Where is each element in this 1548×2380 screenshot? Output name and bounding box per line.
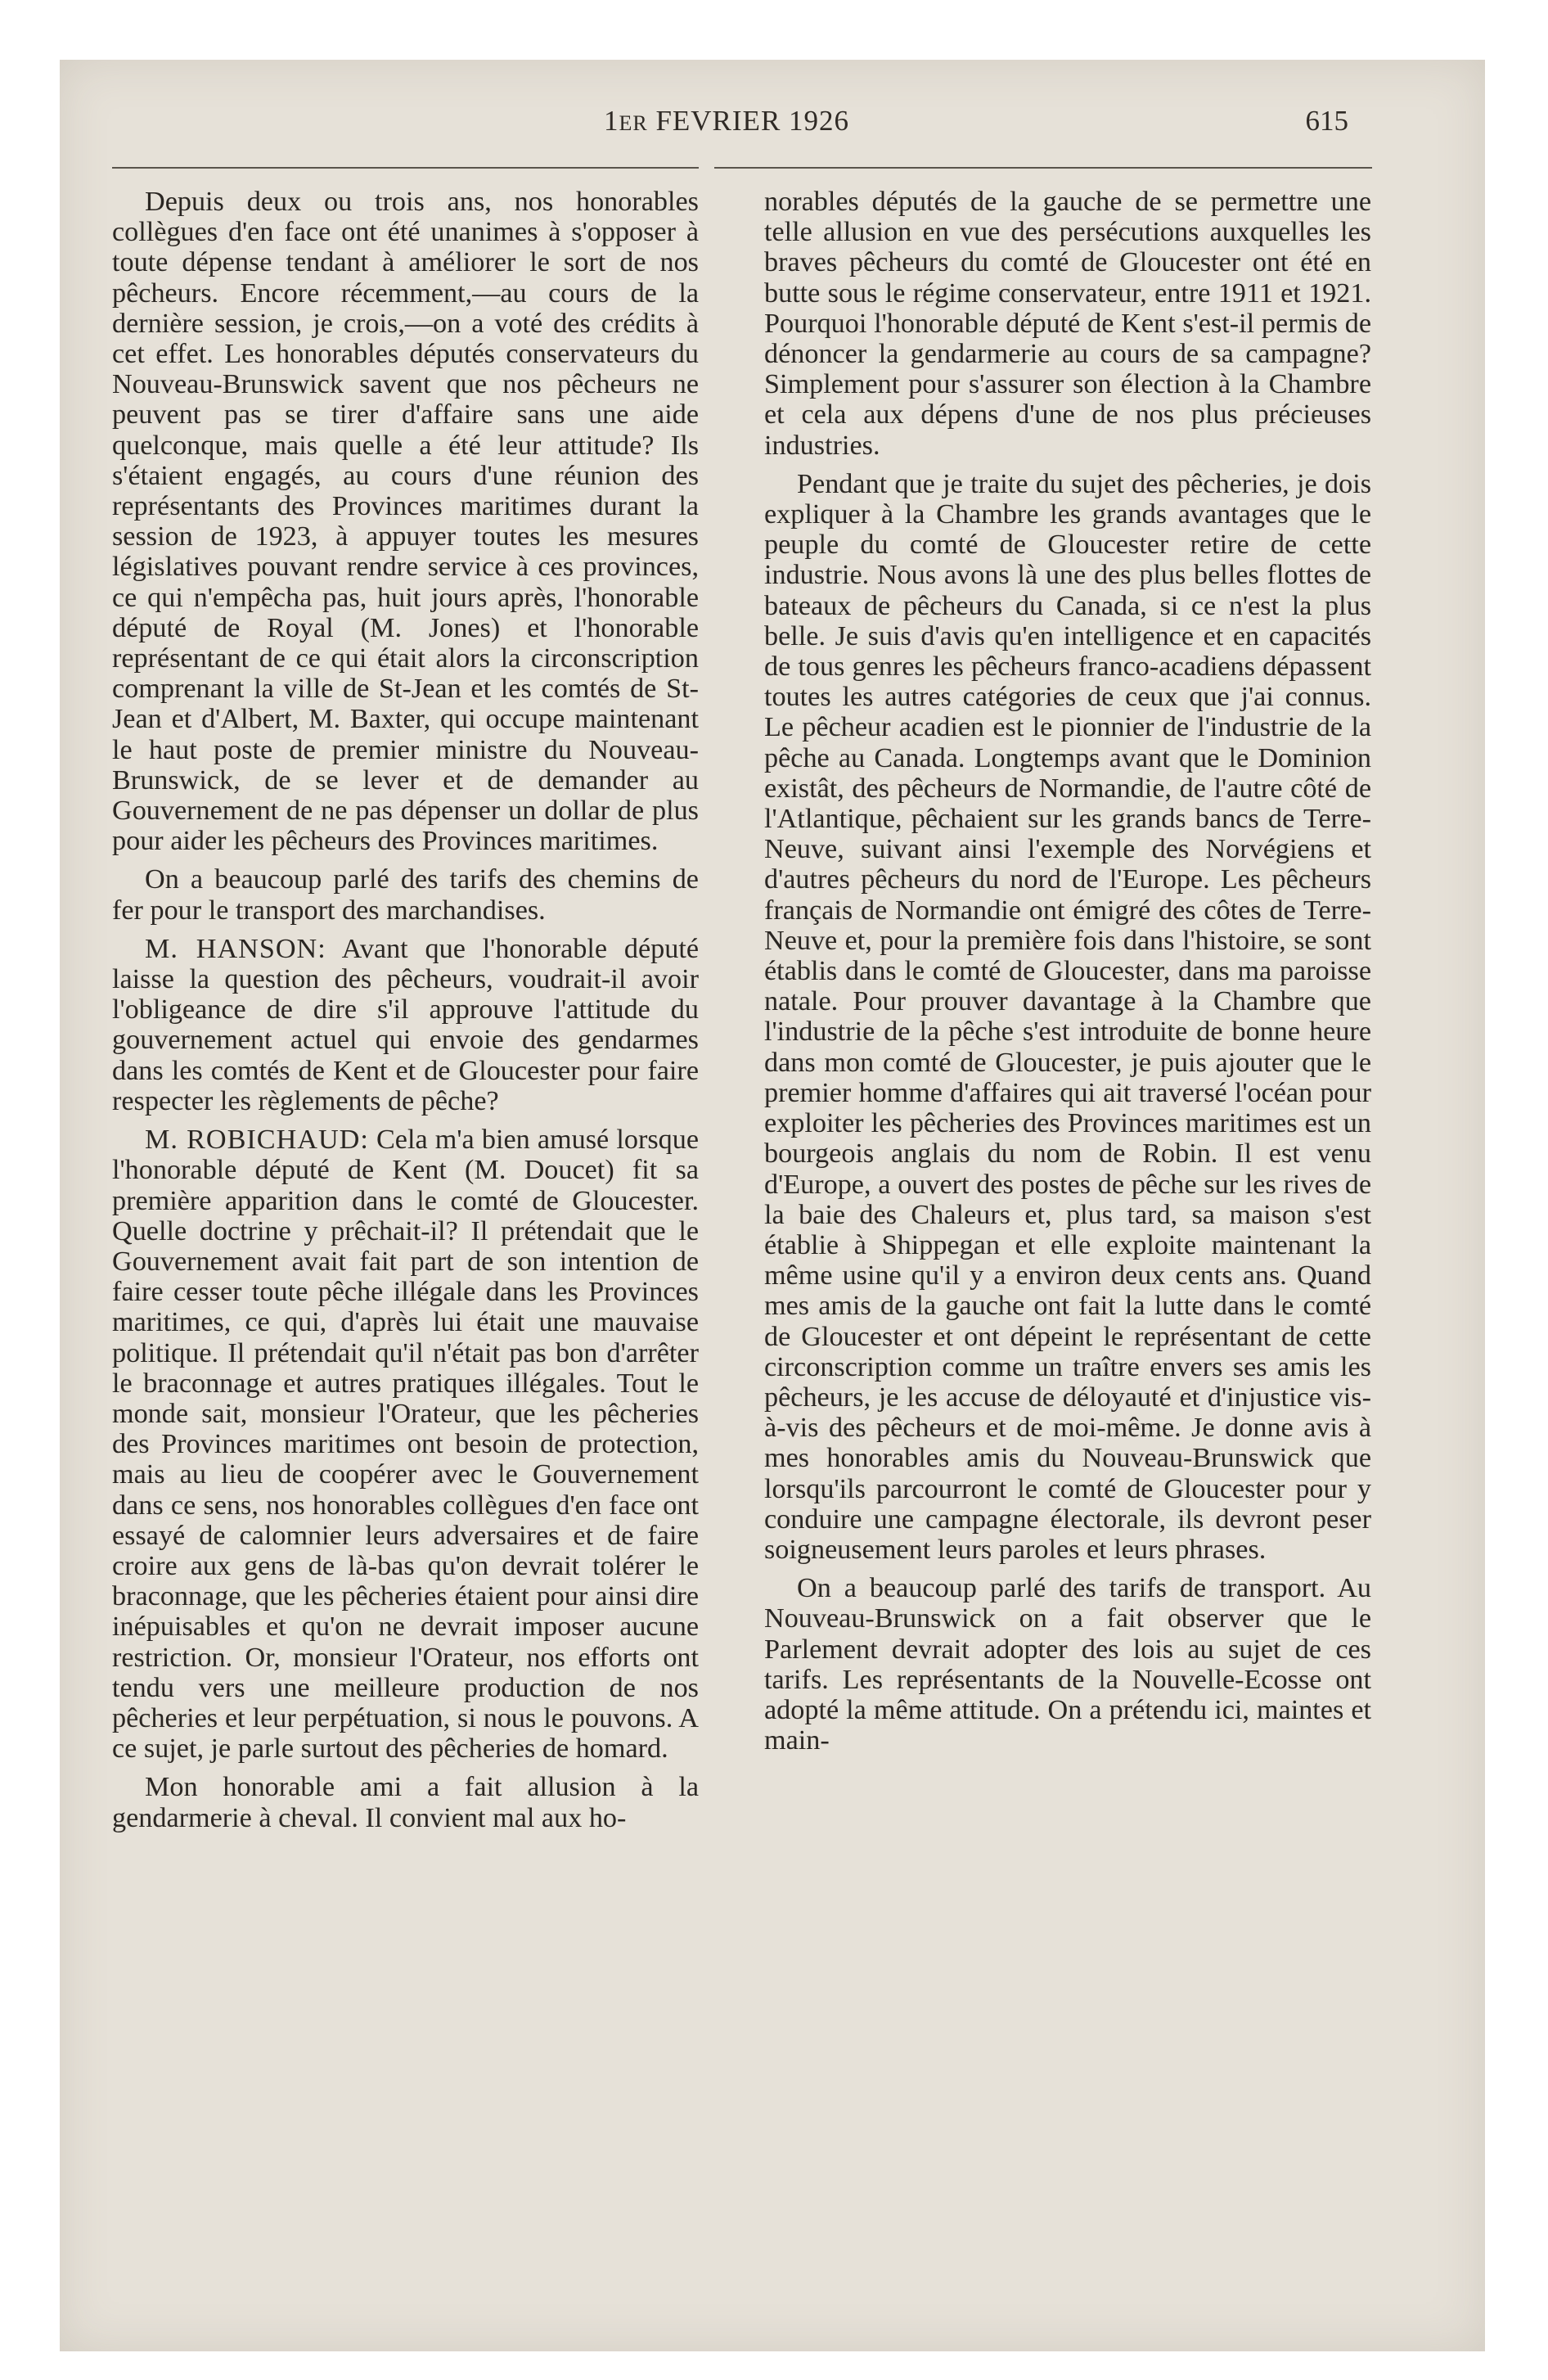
page-header — [105, 97, 1348, 146]
header-rule-left — [112, 167, 699, 169]
header-date — [105, 105, 1348, 137]
left-paragraph-1: Depuis deux ou trois ans, nos honorables collègues d'en face ont été unanimes à s'opposer à toute dépense tendant à améliorer le sort de nos pêcheurs. Encore récemment,—au cours de la dernière session, je crois,—on a voté des crédits à cet effet. Les honorables députés conservateurs du Nouveau-Brunswick savent que nos pêcheurs ne peuvent pas se tirer d'affaire sans une aide quelconque, mais quelle a été leur attitude? Ils s'étaient engagés, au cours d'une réunion des représentants des Provinces maritimes durant la session de 1923, à appuyer toutes les mesures législatives pouvant rendre service à ces provinces, ce qui n'empêcha pas, huit jours après, l'honorable député de Royal (M. Jones) et l'honorable représentant de ce qui était alors la circonscription comprenant la ville de St-Jean et les comtés de St-Jean et d'Albert, M. Baxter, qui occupe maintenant le haut poste de premier ministre du Nouveau-Brunswick, de se lever et de demander au Gouvernement de ne pas dépenser un dollar de plus pour aider les pêcheurs des Provinces maritimes. — [112, 187, 699, 857]
left-column — [112, 187, 699, 1841]
left-paragraph-4 — [112, 1125, 699, 1764]
left-paragraph-2: On a beaucoup parlé des tarifs des chemins de fer pour le transport des marchandises. — [112, 864, 699, 926]
speaker-hanson: M. HANSON: — [145, 933, 326, 964]
hanson-text: Avant que l'honorable député laisse la question des pêcheurs, voudrait-il avoir l'obligeance de dire s'il approuve l'attitude du gouvernement actuel qui envoie des gendarmes dans les comtés de Kent et de Gloucester pour faire respecter les règlements de pêche? — [112, 933, 699, 1116]
right-paragraph-1: norables députés de la gauche de se permettre une telle allusion en vue des persécutions auxquelles les braves pêcheurs du comté de Gloucester ont été en butte sous le régime conservateur, entre 1911 et 1921. Pourquoi l'honorable député de Kent s'est-il permis de dénoncer la gendarmerie au cours de sa campagne? Simplement pour s'assurer son élection à la Chambre et cela aux dépens d'une de nos plus précieuses industries. — [764, 187, 1371, 461]
header-date-day: 1 — [603, 105, 619, 137]
page-number: 615 — [1305, 105, 1348, 137]
header-date-rest: FEVRIER 1926 — [647, 105, 850, 137]
left-paragraph-5: Mon honorable ami a fait allusion à la gendarmerie à cheval. Il convient mal aux ho- — [112, 1772, 699, 1833]
header-date-suffix: ER — [619, 111, 648, 135]
right-paragraph-3: On a beaucoup parlé des tarifs de transport. Au Nouveau-Brunswick on a fait observer que le Parlement devrait adopter des lois au sujet de ces tarifs. Les représentants de la Nouvelle-Ecosse ont adopté la même attitude. On a prétendu ici, maintes et main- — [764, 1573, 1371, 1756]
robichaud-text: Cela m'a bien amusé lorsque l'honorable député de Kent (M. Doucet) fit sa première apparition dans le comté de Gloucester. Quelle doctrine y prêchait-il? Il prétendait que le Gouvernement avait fait part de son intention de faire cesser toute pêche illégale dans les Provinces maritimes, ce qui, d'après lui était une mauvaise politique. Il prétendait qu'il n'était pas bon d'arrêter le braconnage et autres pratiques illégales. Tout le monde sait, monsieur l'Orateur, que les pêcheries des Provinces maritimes ont besoin de protection, mais au lieu de coopérer avec le Gouvernement dans ce sens, nos honorables collègues d'en face ont essayé de calomnier leurs adversaires et de faire croire aux gens de là-bas qu'on devrait tolérer le braconnage, que les pêcheries étaient pour ainsi dire inépuisables et qu'on ne devrait imposer aucune restriction. Or, monsieur l'Orateur, nos efforts ont tendu vers une meilleure production de nos pêcheries et leur perpétuation, si nous le pouvons. A ce sujet, je parle surtout des pêcheries de homard. — [112, 1125, 700, 1765]
right-paragraph-2: Pendant que je traite du sujet des pêcheries, je dois expliquer à la Chambre les grands avantages que le peuple du comté de Gloucester retire de cette industrie. Nous avons là une des plus belles flottes de bateaux de pêcheurs du Canada, si ce n'est la plus belle. Je suis d'avis qu'en intelligence et en capacités de tous genres les pêcheurs franco-acadiens dépassent toutes les autres catégories de ceux que j'ai connus. Le pêcheur acadien est le pionnier de l'industrie de la pêche au Canada. Longtemps avant que le Dominion existât, des pêcheurs de Normandie, de l'autre côté de l'Atlantique, pêchaient sur les grands bancs de Terre-Neuve, suivant ainsi l'exemple des Norvégiens et d'autres pêcheurs du nord de l'Europe. Les pêcheurs français de Normandie ont émigré des côtes de Terre-Neuve et, pour la première fois dans l'histoire, se sont établis dans le comté de Gloucester, dans ma paroisse natale. Pour prouver davantage à la Chambre que l'industrie de la pêche s'est introduite de bonne heure dans mon comté de Gloucester, je puis ajouter que le premier homme d'affaires qui ait traversé l'océan pour exploiter les pêcheries des Provinces maritimes est un bourgeois anglais du nom de Robin. Il est venu d'Europe, a ouvert des postes de pêche sur les rives de la baie des Chaleurs et, plus tard, sa maison s'est établie à Shippegan et elle exploite maintenant la même usine qu'il y a environ deux cents ans. Quand mes amis de la gauche ont fait la lutte dans le comté de Gloucester et ont dépeint le représentant de cette circonscription comme un traître envers ses amis les pêcheurs, je les accuse de déloyauté et d'injustice vis-à-vis des pêcheurs et de moi-même. Je donne avis à mes honorables amis du Nouveau-Brunswick que lorsqu'ils parcourront le comté de Gloucester pour y conduire une campagne électorale, ils devront peser soigneusement leurs paroles et leurs phrases. — [764, 468, 1371, 1565]
header-rule-right — [714, 167, 1372, 169]
left-paragraph-3 — [112, 934, 699, 1116]
speaker-robichaud: M. ROBICHAUD: — [145, 1125, 369, 1156]
right-column — [764, 187, 1371, 1764]
